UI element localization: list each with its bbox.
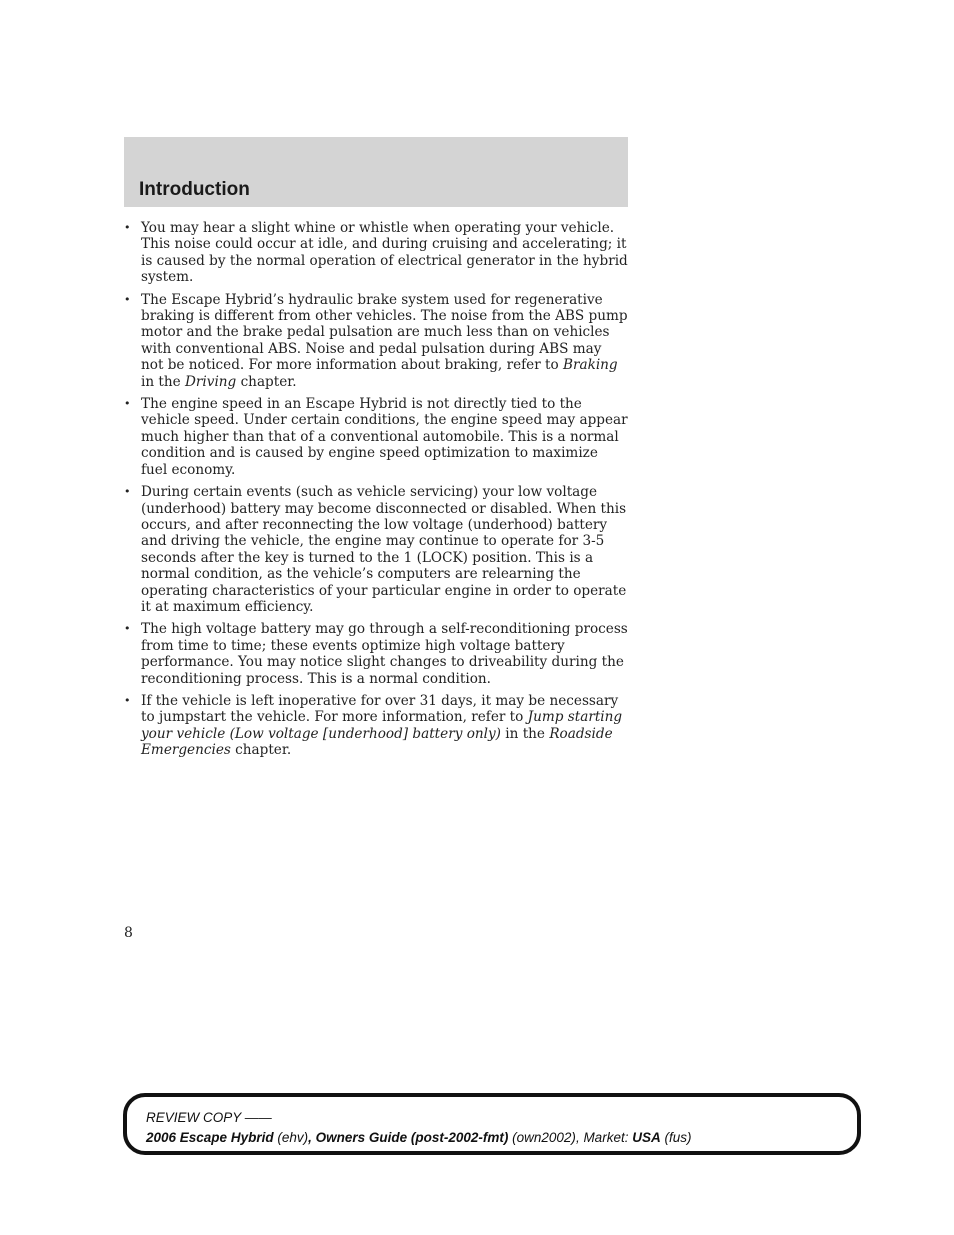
bullet-item [124, 396, 628, 478]
bullet-emphasis-text: Jump starting your vehicle (Low voltage [underhood] battery only) [141, 709, 623, 742]
bullet-item [124, 292, 628, 390]
bullet-item [124, 621, 628, 687]
model-code: (ehv) [273, 1130, 309, 1145]
review-copy-label: REVIEW COPY —— [146, 1110, 272, 1125]
bullet-text: If the vehicle is left inoperative for over 31 days, it may be necessary to jumpstart the vehicle. For more information, refer to [141, 692, 619, 726]
bullet-text: The Escape Hybrid’s hydraulic brake system used for regenerative braking is different from other vehicles. The noise from the ABS pump motor and the brake pedal pulsation are much less than on vehicles with conventional ABS. Noise and pedal pulsation during ABS may not be noticed. For more information about braking, refer to [141, 291, 628, 374]
review-copy-box [123, 1093, 861, 1155]
bullet-dot-icon: • [124, 485, 131, 499]
bullet-text: in the [141, 373, 186, 390]
guide-name: Owners Guide (post-2002-fmt) [315, 1130, 509, 1145]
bullet-emphasis-text: Roadside Emergencies [141, 725, 613, 759]
bullet-text: The high voltage battery may go through a self-reconditioning process from time to time; these events optimize high voltage battery performance. You may notice slight changes to driveability during the reconditioning process. This is a normal condition. [141, 621, 628, 687]
market-code: (fus) [660, 1130, 692, 1145]
bullet-emphasis-text: Driving [185, 373, 237, 390]
market-name: USA [632, 1130, 661, 1145]
bullet-text: You may hear a slight whine or whistle when operating your vehicle. This noise could occur at idle, and during cruising and accelerating; it is caused by the normal operation of electrical generator in the hybrid system. [141, 220, 628, 286]
bullet-dot-icon: • [124, 221, 131, 234]
bullet-dot-icon: • [124, 693, 131, 707]
bullet-emphasis-text: Braking [562, 357, 618, 374]
bullet-text: The engine speed in an Escape Hybrid is not directly tied to the vehicle speed. Under certain conditions, the engine speed may appear much higher than that of a conventional automobile. This is a normal condition and is caused by engine speed optimization to maximize fuel economy. [141, 396, 628, 478]
bullet-text: in the [500, 725, 550, 742]
bullet-text: chapter. [230, 742, 292, 759]
model-name: 2006 Escape Hybrid [146, 1130, 274, 1145]
separator: , [308, 1130, 316, 1145]
page-number: 8 [124, 925, 133, 941]
bullet-item [124, 220, 628, 286]
bullet-list [124, 220, 628, 759]
bullet-dot-icon: • [124, 397, 131, 411]
bullet-text: chapter. [236, 373, 297, 390]
section-title: Introduction [139, 179, 250, 200]
bullet-dot-icon: • [124, 292, 131, 306]
section-header-band [124, 137, 628, 207]
body-content [124, 220, 628, 765]
market-label: , Market: [575, 1130, 633, 1145]
bullet-dot-icon: • [124, 622, 131, 636]
guide-code: (own2002) [508, 1130, 576, 1145]
bullet-item [124, 693, 628, 759]
review-copy-details [146, 1130, 691, 1145]
bullet-text: During certain events (such as vehicle servicing) your low voltage (underhood) battery may become disconnected or disabled. When this occurs, and after reconnecting the low voltage (underhood) battery and driving the vehicle, the engine may continue to operate for 3-5 seconds after the key is turned to the 1 (LOCK) position. This is a normal condition, as the vehicle’s computers are relearning the operating characteristics of your particular engine in order to operate it at maximum efficiency. [141, 484, 627, 615]
bullet-item [124, 484, 628, 615]
